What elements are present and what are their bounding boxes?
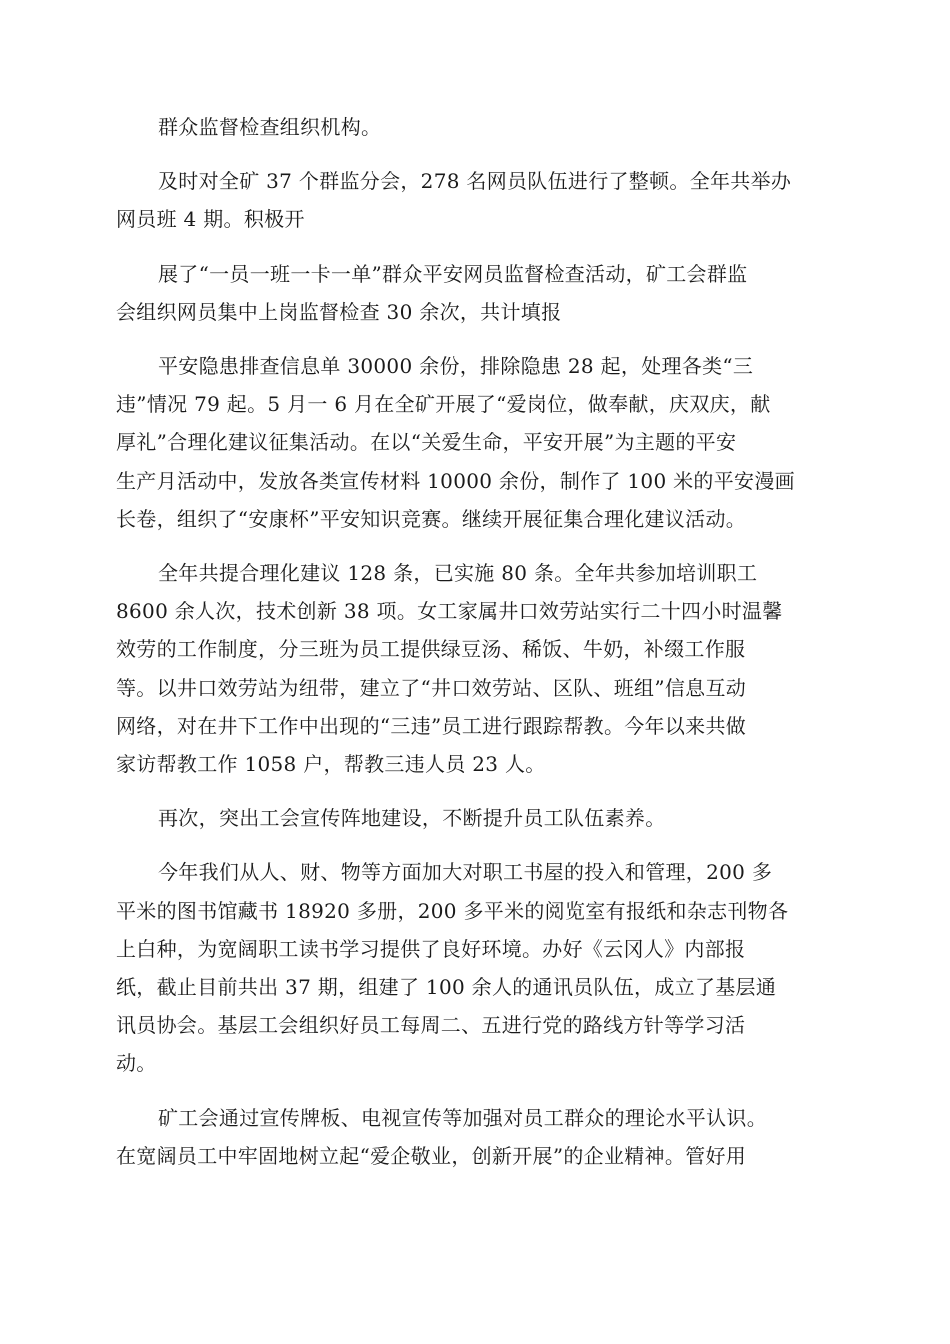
document-page (116, 108, 832, 1191)
text-line: 纸，截止目前共出 37 期，组建了 100 余人的通讯员队伍，成立了基层通 (116, 975, 777, 1000)
text-line: 群众监督检查组织机构。 (158, 115, 382, 139)
paragraph (116, 108, 832, 146)
text-line: 网员班 4 期。积极开 (116, 207, 305, 232)
paragraph (116, 554, 832, 783)
text-line: 上白种，为宽阔职工读书学习提供了良好环境。办好《云冈人》内部报 (116, 936, 746, 961)
text-line: 生产月活动中，发放各类宣传材料 10000 余份，制作了 100 米的平安漫画 (116, 468, 795, 493)
text-line: 会组织网员集中上岗监督检查 30 余次，共计填报 (116, 299, 562, 324)
text-line: 长卷，组织了“安康杯”平安知识竞赛。继续开展征集合理化建议活动。 (116, 506, 747, 531)
text-line: 平米的图书馆藏书 18920 多册，200 多平米的阅览室有报纸和杂志刊物各 (116, 898, 789, 923)
text-line: 在宽阔员工中牢固地树立起“爱企敬业，创新开展”的企业精神。管好用 (116, 1143, 747, 1168)
text-line: 展了“一员一班一卡一单”群众平安网员监督检查活动，矿工会群监 (158, 261, 748, 286)
paragraph (116, 347, 832, 538)
text-line: 动。 (116, 1051, 157, 1076)
text-line: 平安隐患排查信息单 30000 余份，排除隐患 28 起，处理各类“三 (158, 354, 754, 379)
text-line: 再次，突出工会宣传阵地建设，不断提升员工队伍素养。 (158, 806, 666, 831)
text-line: 网络，对在井下工作中出现的“三违”员工进行跟踪帮教。今年以来共做 (116, 713, 747, 738)
text-line: 效劳的工作制度，分三班为员工提供绿豆汤、稀饭、牛奶，补缀工作服 (116, 637, 746, 662)
paragraph (116, 1099, 832, 1175)
text-line: 全年共提合理化建议 128 条，已实施 80 条。全年共参加培训职工 (158, 561, 758, 586)
text-line: 违”情况 79 起。5 月一 6 月在全矿开展了“爱岗位，做奉献，庆双庆，献 (116, 392, 771, 417)
text-line: 讯员协会。基层工会组织好员工每周二、五进行党的路线方针等学习活 (116, 1013, 746, 1038)
paragraph (116, 853, 832, 1082)
paragraph (116, 255, 832, 331)
text-line: 等。以井口效劳站为纽带，建立了“井口效劳站、区队、班组”信息互动 (116, 675, 747, 700)
text-line: 家访帮教工作 1058 户，帮教三违人员 23 人。 (116, 752, 546, 777)
paragraph (116, 799, 832, 837)
text-line: 及时对全矿 37 个群监分会，278 名网员队伍进行了整顿。全年共举办 (158, 169, 792, 194)
text-line: 8600 余人次，技术创新 38 项。女工家属井口效劳站实行二十四小时温馨 (116, 599, 783, 624)
text-line: 厚礼”合理化建议征集活动。在以“关爱生命，平安开展”为主题的平安 (116, 430, 737, 455)
text-line: 今年我们从人、财、物等方面加大对职工书屋的投入和管理，200 多 (158, 860, 773, 885)
paragraph (116, 162, 832, 238)
text-line: 矿工会通过宣传牌板、电视宣传等加强对员工群众的理论水平认识。 (158, 1105, 767, 1130)
